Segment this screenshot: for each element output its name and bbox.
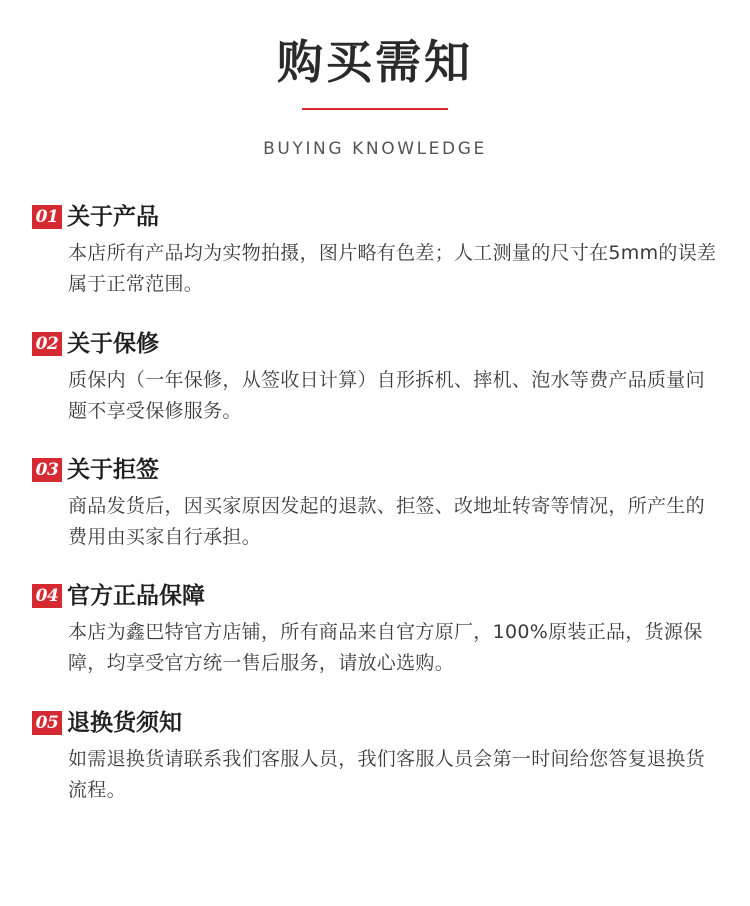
section-product bbox=[32, 200, 722, 300]
section-header bbox=[32, 327, 722, 361]
section-header bbox=[32, 453, 722, 487]
section-refusal bbox=[32, 453, 722, 553]
section-title: 关于产品 bbox=[67, 204, 159, 230]
section-header bbox=[32, 579, 722, 613]
section-body: 质保内（一年保修，从签收日计算）自形拆机、摔机、泡水等费产品质量问题不享受保修服务。 bbox=[68, 369, 705, 422]
section-number-badge: 04 bbox=[32, 584, 62, 608]
section-header bbox=[32, 706, 722, 740]
section-warranty bbox=[32, 327, 722, 427]
section-number-badge: 01 bbox=[32, 205, 62, 229]
section-body: 如需退换货请联系我们客服人员，我们客服人员会第一时间给您答复退换货流程。 bbox=[68, 748, 705, 801]
section-title: 关于保修 bbox=[67, 331, 159, 357]
section-title: 关于拒签 bbox=[67, 457, 159, 483]
section-returns bbox=[32, 706, 722, 806]
section-body: 本店所有产品均为实物拍摄，图片略有色差；人工测量的尺寸在5mm的误差属于正常范围。 bbox=[68, 242, 717, 295]
section-title: 官方正品保障 bbox=[67, 583, 205, 609]
page-subtitle: BUYING KNOWLEDGE bbox=[263, 139, 487, 159]
section-authenticity bbox=[32, 579, 722, 679]
section-header bbox=[32, 200, 722, 234]
section-number-badge: 03 bbox=[32, 458, 62, 482]
page-title: 购买需知 bbox=[277, 35, 473, 89]
section-title: 退换货须知 bbox=[67, 710, 182, 736]
section-body: 本店为鑫巴特官方店铺，所有商品来自官方原厂，100%原装正品，货源保障，均享受官方统一售后服务，请放心选购。 bbox=[68, 621, 703, 674]
section-number-badge: 05 bbox=[32, 711, 62, 735]
section-body: 商品发货后，因买家原因发起的退款、拒签、改地址转寄等情况，所产生的费用由买家自行承担。 bbox=[68, 495, 705, 548]
title-divider bbox=[302, 108, 448, 110]
section-number-badge: 02 bbox=[32, 332, 62, 356]
